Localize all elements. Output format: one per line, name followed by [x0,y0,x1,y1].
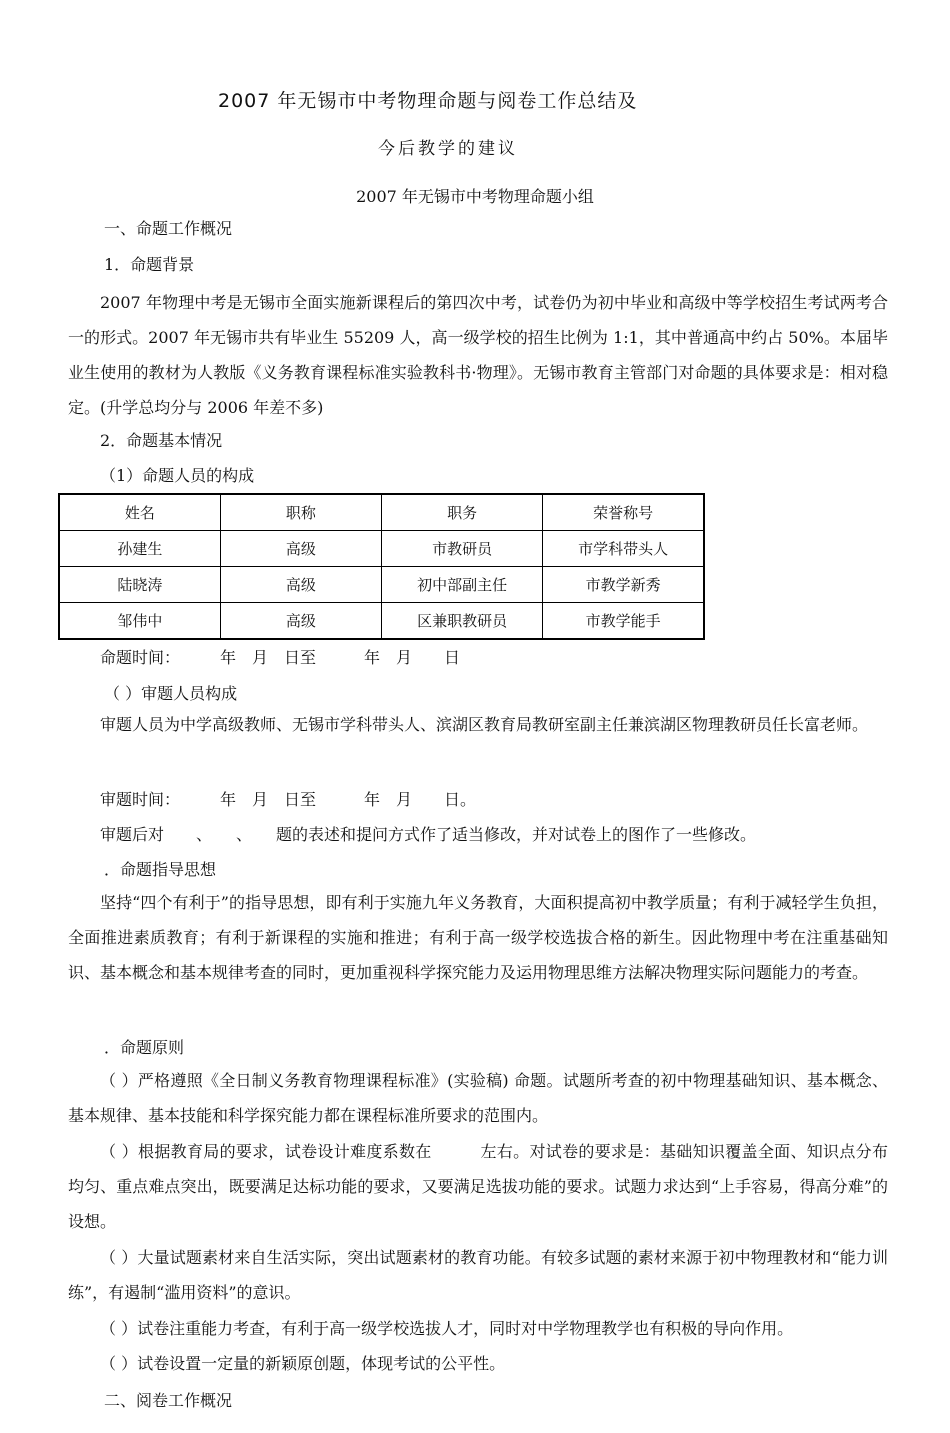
author-line: 2007 年无锡市中考物理命题小组 [356,187,594,206]
compose-time-line: 命题时间： 年 月 日至 年 月 日 [100,648,461,667]
table-cell: 孙建生 [59,531,220,567]
title-line-1: 2007 年无锡市中考物理命题与阅卷工作总结及 [218,90,638,112]
review-after-line: 审题后对 、 、 题的表述和提问方式作了适当修改，并对试卷上的图作了一些修改。 [100,825,757,844]
table-header-cell: 荣誉称号 [543,494,704,531]
section-heading-1: 一、命题工作概况 [104,219,233,238]
table-cell: 邹伟中 [59,603,220,640]
table-cell: 市教学能手 [543,603,704,640]
table-row [59,567,704,603]
table-header-cell: 姓名 [59,494,220,531]
personnel-table [58,493,705,640]
table-cell: 市学科带头人 [543,531,704,567]
table-cell: 市教学新秀 [543,567,704,603]
paragraph-principle-5: （ ）试卷设置一定量的新颖原创题，体现考试的公平性。 [100,1354,506,1373]
subheading-background: 1．命题背景 [104,255,195,274]
table-cell: 区兼职教研员 [382,603,543,640]
table-cell: 市教研员 [382,531,543,567]
paragraph-review: 审题人员为中学高级教师、无锡市学科带头人、滨湖区教育局教研室副主任兼滨湖区物理教研员任长富老师。 [100,715,869,734]
table-row [59,531,704,567]
paragraph-principle-3: （ ）大量试题素材来自生活实际，突出试题素材的教育功能。有较多试题的素材来源于初中物理教材和“能力训练”，有遏制“滥用资料”的意识。 [68,1248,888,1302]
table-row [59,603,704,640]
subheading-composition: （1）命题人员的构成 [100,466,255,485]
table-cell: 陆晓涛 [59,567,220,603]
table-header-row [59,494,704,531]
section-heading-2: 二、阅卷工作概况 [104,1391,233,1410]
table-header-cell: 职务 [382,494,543,531]
subheading-principles: ．命题原则 [104,1038,185,1057]
subheading-review: （ ）审题人员构成 [104,684,238,703]
table-cell: 高级 [220,531,381,567]
paragraph-background: 2007 年物理中考是无锡市全面实施新课程后的第四次中考，试卷仍为初中毕业和高级中等学校招生考试两考合一的形式。2007 年无锡市共有毕业生 55209 人，高一级学校的招生比例为 1:1，其中普通高中约占 50%。本届毕业生使用的教材为人教版《义务教育课程标准实验教科书·物理》。无锡市教育主管部门对命题的具体要求是：相对稳定。(升学总均分与 2006 年差不多) [68,293,888,417]
table-cell: 高级 [220,603,381,640]
subheading-basic-info: 2．命题基本情况 [100,431,223,450]
table-header-cell: 职称 [220,494,381,531]
paragraph-principle-2: （ ）根据教育局的要求，试卷设计难度系数在 左右。对试卷的要求是：基础知识覆盖全面、知识点分布均匀、重点难点突出，既要满足达标功能的要求，又要满足选拔功能的要求。试题力求达到“上手容易，得高分难”的设想。 [68,1142,888,1231]
table-cell: 初中部副主任 [382,567,543,603]
paragraph-principle-1: （ ）严格遵照《全日制义务教育物理课程标准》(实验稿) 命题。试题所考查的初中物理基础知识、基本概念、基本规律、基本技能和科学探究能力都在课程标准所要求的范围内。 [68,1071,888,1125]
title-line-2: 今后教学的建议 [378,139,518,159]
paragraph-principle-4: （ ）试卷注重能力考查，有利于高一级学校选拔人才，同时对中学物理教学也有积极的导向作用。 [100,1319,794,1338]
review-time-line: 审题时间： 年 月 日至 年 月 日。 [100,790,477,809]
subheading-guiding: ．命题指导思想 [104,860,217,879]
paragraph-guiding: 坚持“四个有利于”的指导思想，即有利于实施九年义务教育，大面积提高初中教学质量；有利于减轻学生负担，全面推进素质教育；有利于新课程的实施和推进；有利于高一级学校选拔合格的新生。因此物理中考在注重基础知识、基本概念和基本规律考查的同时，更加重视科学探究能力及运用物理思维方法解决物理实际问题能力的考查。 [68,893,888,982]
table-cell: 高级 [220,567,381,603]
